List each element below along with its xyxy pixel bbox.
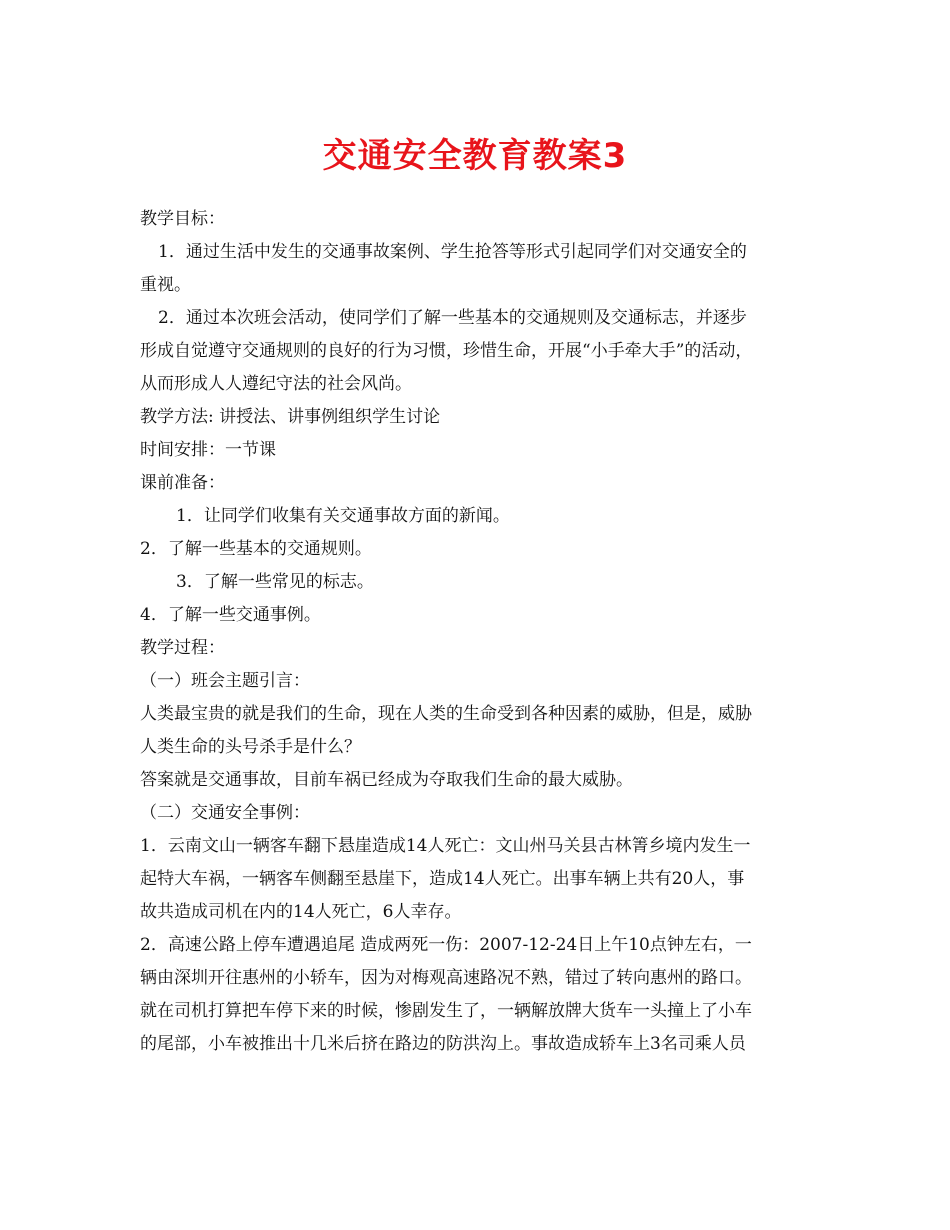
case-1-line-3: 故共造成司机在内的14人死亡，6人幸存。 [140, 902, 462, 922]
time-arrangement: 时间安排：一节课 [140, 440, 276, 460]
objective-2-line-3: 从而形成人人遵纪守法的社会风尚。 [140, 374, 412, 394]
case-2-line-2: 辆由深圳开往惠州的小轿车，因为对梅观高速路况不熟，错过了转向惠州的路口。 [140, 968, 752, 988]
section-heading-preparation: 课前准备： [140, 473, 225, 493]
preparation-item-4: 4．了解一些交通事例。 [140, 605, 321, 625]
preparation-item-2: 2．了解一些基本的交通规则。 [140, 539, 372, 559]
section-heading-objectives: 教学目标： [140, 209, 225, 229]
case-2-line-3: 就在司机打算把车停下来的时候，惨剧发生了，一辆解放牌大货车一头撞上了小车 [140, 1001, 752, 1021]
intro-line-2: 人类生命的头号杀手是什么？ [140, 737, 361, 757]
objective-2-line-2: 形成自觉遵守交通规则的良好的行为习惯，珍惜生命，开展“小手牵大手”的活动， [140, 341, 753, 361]
document-title: 交通安全教育教案3 [322, 136, 628, 176]
case-1-line-2: 起特大车祸，一辆客车侧翻至悬崖下，造成14人死亡。出事车辆上共有20人，事 [140, 869, 745, 889]
objective-1-line-2: 重视。 [140, 275, 191, 295]
subsection-heading-cases: （二）交通安全事例： [140, 803, 310, 823]
case-2-line-4: 的尾部，小车被推出十几米后挤在路边的防洪沟上。事故造成轿车上3名司乘人员 [140, 1034, 746, 1054]
section-heading-process: 教学过程： [140, 638, 225, 658]
objective-2-line-1: 2．通过本次班会活动，使同学们了解一些基本的交通规则及交通标志，并逐步 [158, 308, 747, 328]
case-1-line-1: 1．云南文山一辆客车翻下悬崖造成14人死亡：文山州马关县古林箐乡境内发生一 [140, 836, 751, 856]
teaching-method: 教学方法: 讲授法、讲事例组织学生讨论 [140, 407, 441, 427]
preparation-item-1: 1．让同学们收集有关交通事故方面的新闻。 [176, 506, 510, 526]
subsection-heading-intro: （一）班会主题引言： [140, 671, 310, 691]
intro-line-3: 答案就是交通事故，目前车祸已经成为夺取我们生命的最大威胁。 [140, 770, 633, 790]
preparation-item-3: 3．了解一些常见的标志。 [176, 572, 374, 592]
objective-1-line-1: 1．通过生活中发生的交通事故案例、学生抢答等形式引起同学们对交通安全的 [158, 242, 747, 262]
document-body [140, 203, 812, 1061]
case-2-line-1: 2．高速公路上停车遭遇追尾 造成两死一伤：2007-12-24日上午10点钟左右，一 [140, 935, 752, 955]
intro-line-1: 人类最宝贵的就是我们的生命，现在人类的生命受到各种因素的威胁，但是，威胁 [140, 704, 752, 724]
